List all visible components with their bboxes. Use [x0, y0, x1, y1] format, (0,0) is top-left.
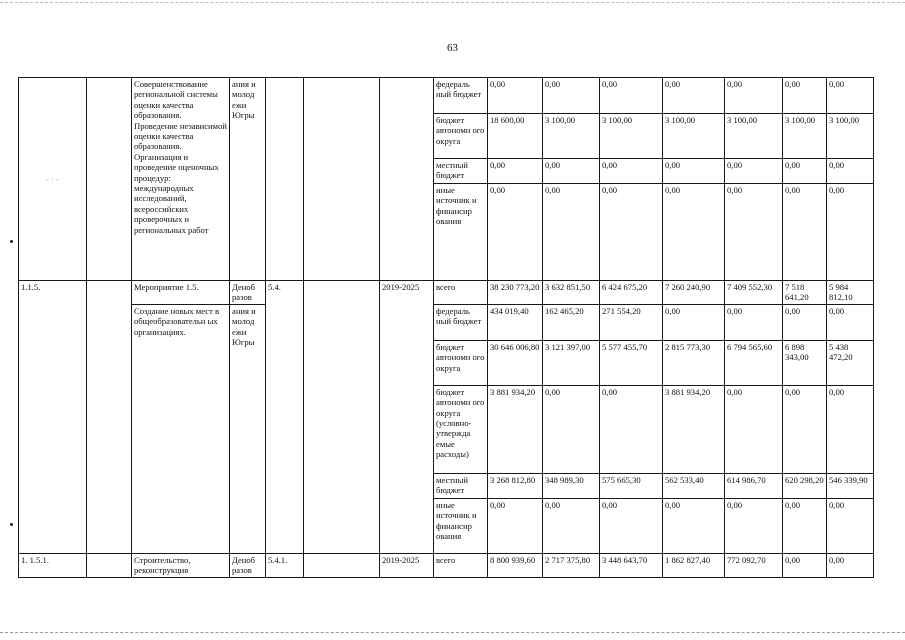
- cell-source: федераль ный бюджет: [434, 304, 488, 340]
- cell-value: 0,00: [600, 78, 663, 114]
- table-row: [19, 553, 874, 577]
- cell-value: 0,00: [663, 78, 725, 114]
- cell-executor-top: Деноб разов: [230, 553, 266, 577]
- cell-empty: [304, 553, 380, 577]
- table-row: [19, 281, 874, 305]
- cell-value: 0,00: [827, 553, 874, 577]
- cell-value: 0,00: [488, 184, 543, 281]
- cell-value: 5 984 812,10: [827, 281, 874, 305]
- cell-value: 348 989,30: [543, 473, 600, 498]
- cell-value: 0,00: [783, 498, 827, 553]
- cell-value: 3 121 397,00: [543, 340, 600, 385]
- cell-value: 0,00: [827, 498, 874, 553]
- cell-value: 0,00: [783, 184, 827, 281]
- cell-value: 0,00: [783, 385, 827, 473]
- bottom-scan-edge: [0, 632, 905, 633]
- cell-value: 0,00: [600, 498, 663, 553]
- cell-value: 434 019,40: [488, 304, 543, 340]
- cell-value: 0,00: [725, 78, 783, 114]
- cell-value: 0,00: [543, 184, 600, 281]
- cell-value: 271 554,20: [600, 304, 663, 340]
- budget-table: [18, 77, 874, 578]
- cell-value: 0,00: [488, 159, 543, 184]
- cell-source: бюджет автономн ого округа: [434, 340, 488, 385]
- cell-value: 6 424 675,20: [600, 281, 663, 305]
- cell-num: 1.1.5.: [19, 281, 87, 554]
- cell-value: 3 881 934,20: [488, 385, 543, 473]
- table-row: [19, 78, 874, 114]
- cell-value: 772 092,70: [725, 553, 783, 577]
- cell-executor: ания и молод ежи Югры: [230, 78, 266, 281]
- cell-value: 575 665,30: [600, 473, 663, 498]
- cell-source: местный бюджет: [434, 473, 488, 498]
- cell-value: 0,00: [663, 304, 725, 340]
- cell-source: всего: [434, 281, 488, 305]
- cell-value: 0,00: [827, 304, 874, 340]
- cell-measure-title: Мероприятие 1.5.: [132, 281, 230, 305]
- cell-value: 8 800 939,60: [488, 553, 543, 577]
- cell-value: 0,00: [600, 385, 663, 473]
- cell-value: 2 717 375,80: [543, 553, 600, 577]
- cell-value: 3 100,00: [543, 114, 600, 159]
- cell-source: бюджет автономн ого округа (условно-утвержда емые расходы): [434, 385, 488, 473]
- cell-num: 1. 1.5.1.: [19, 553, 87, 577]
- cell-value: 5 438 472,20: [827, 340, 874, 385]
- cell-empty: [87, 281, 132, 554]
- cell-value: 5 577 455,70: [600, 340, 663, 385]
- cell-empty: [304, 78, 380, 281]
- cell-value: 0,00: [827, 184, 874, 281]
- cell-source: иные источник и финансир ования: [434, 498, 488, 553]
- scan-dot: [10, 523, 13, 526]
- cell-value: 3 632 851,50: [543, 281, 600, 305]
- cell-value: 0,00: [783, 159, 827, 184]
- cell-value: 30 646 006,80: [488, 340, 543, 385]
- cell-value: 0,00: [600, 159, 663, 184]
- cell-value: 0,00: [725, 159, 783, 184]
- cell-value: 0,00: [783, 304, 827, 340]
- cell-source: местный бюджет: [434, 159, 488, 184]
- cell-value: 38 230 773,20: [488, 281, 543, 305]
- cell-value: 3 448 643,70: [600, 553, 663, 577]
- cell-num-empty: [19, 78, 87, 281]
- cell-value: 3 100,00: [827, 114, 874, 159]
- cell-value: 2 815 773,30: [663, 340, 725, 385]
- scan-dot: [10, 240, 13, 243]
- cell-value: 620 298,20: [783, 473, 827, 498]
- cell-value: 0,00: [827, 78, 874, 114]
- cell-period-empty: [380, 78, 434, 281]
- cell-period: 2019-2025: [380, 281, 434, 554]
- cell-value: 6 794 565,60: [725, 340, 783, 385]
- cell-value: 0,00: [827, 159, 874, 184]
- cell-value: 6 898 343,00: [783, 340, 827, 385]
- cell-executor: ания и молод ежи Югры: [230, 304, 266, 553]
- cell-value: 3 881 934,20: [663, 385, 725, 473]
- cell-value: 0,00: [543, 159, 600, 184]
- cell-value: 0,00: [725, 304, 783, 340]
- cell-value: 0,00: [543, 78, 600, 114]
- cell-source: бюджет автономн ого округа: [434, 114, 488, 159]
- cell-code: 5.4.1.: [266, 553, 304, 577]
- cell-measure-title: Строительство, реконструкция: [132, 553, 230, 577]
- cell-period: 2019-2025: [380, 553, 434, 577]
- stray-mark: - · -: [46, 173, 59, 184]
- cell-value: 7 409 552,30: [725, 281, 783, 305]
- cell-value: 0,00: [725, 385, 783, 473]
- cell-value: 0,00: [543, 498, 600, 553]
- cell-value: 3 100,00: [725, 114, 783, 159]
- cell-value: 3 100,00: [663, 114, 725, 159]
- cell-value: 3 100,00: [783, 114, 827, 159]
- cell-value: 0,00: [783, 553, 827, 577]
- cell-value: 0,00: [663, 159, 725, 184]
- cell-value: 562 533,40: [663, 473, 725, 498]
- table-row: [19, 304, 874, 340]
- cell-value: 0,00: [663, 184, 725, 281]
- cell-code: 5.4.: [266, 281, 304, 554]
- cell-source: федераль ный бюджет: [434, 78, 488, 114]
- cell-value: 1 862 827,40: [663, 553, 725, 577]
- cell-value: 0,00: [783, 78, 827, 114]
- cell-value: 614 986,70: [725, 473, 783, 498]
- page-number: 63: [447, 42, 458, 54]
- cell-value: 3 268 812,80: [488, 473, 543, 498]
- cell-source: всего: [434, 553, 488, 577]
- cell-value: 7 260 240,90: [663, 281, 725, 305]
- cell-value: 0,00: [725, 498, 783, 553]
- cell-value: 3 100,00: [600, 114, 663, 159]
- cell-value: 0,00: [600, 184, 663, 281]
- cell-value: 0,00: [725, 184, 783, 281]
- cell-value: 0,00: [543, 385, 600, 473]
- cell-code-empty: [266, 78, 304, 281]
- cell-value: 0,00: [663, 498, 725, 553]
- cell-empty: [87, 78, 132, 281]
- cell-value: 0,00: [488, 498, 543, 553]
- top-scan-edge: [0, 2, 905, 3]
- cell-measure-subtitle: Создание новых мест в общеобразовательн ых организациях.: [132, 304, 230, 553]
- cell-source: иные источник и финансир ования: [434, 184, 488, 281]
- cell-value: 7 518 641,20: [783, 281, 827, 305]
- cell-value: 18 600,00: [488, 114, 543, 159]
- cell-measure-name: Совершенствование региональной системы оценки качества образования. Проведение независимой оценки качества образования. Организация и проведение оценочных процедур: международных исследований, всероссийских проверочных и региональных работ: [132, 78, 230, 281]
- cell-value: 0,00: [827, 385, 874, 473]
- cell-value: 0,00: [488, 78, 543, 114]
- cell-value: 162 465,20: [543, 304, 600, 340]
- cell-value: 546 339,90: [827, 473, 874, 498]
- cell-empty: [304, 281, 380, 554]
- cell-executor-top: Деноб разов: [230, 281, 266, 305]
- cell-empty: [87, 553, 132, 577]
